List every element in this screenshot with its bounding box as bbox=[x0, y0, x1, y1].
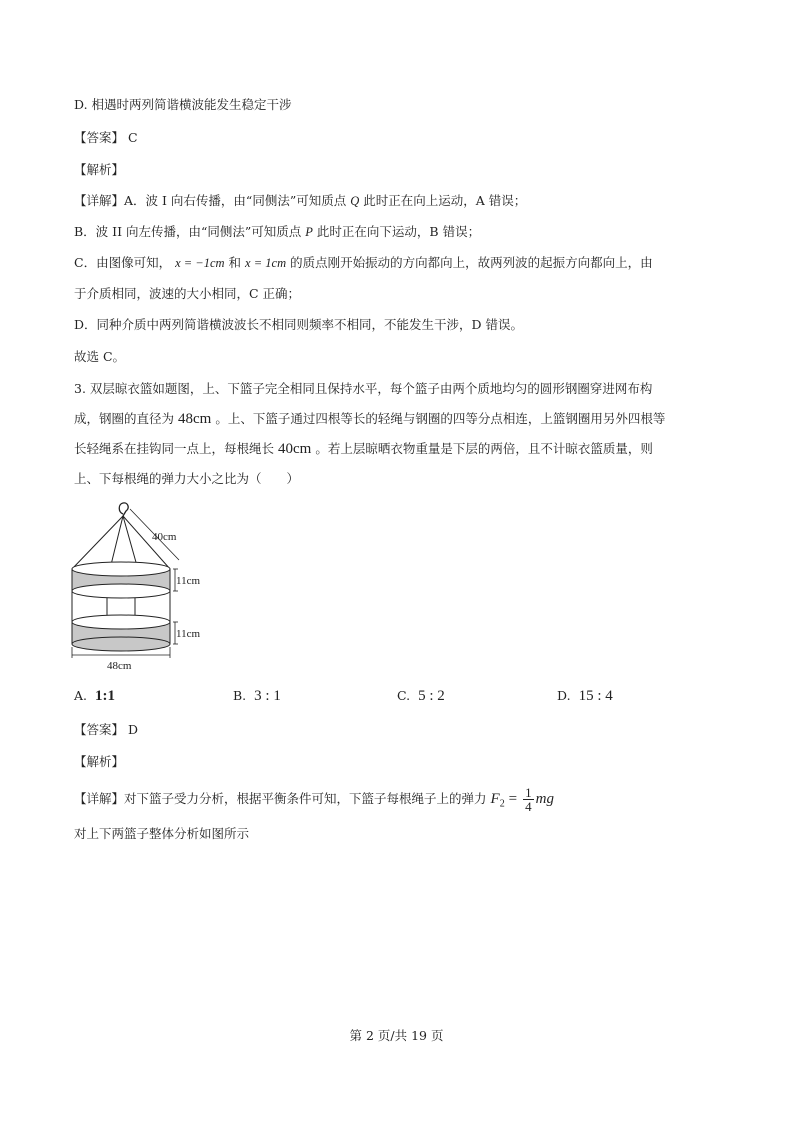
rope-length-label: 40cm bbox=[152, 531, 177, 543]
q3-line3-val: 40cm bbox=[278, 441, 312, 457]
basket-figure bbox=[62, 500, 212, 675]
option-b-letter: B. bbox=[233, 688, 247, 703]
q2-detail-b bbox=[74, 223, 480, 241]
q3-detail-label: 【详解】 bbox=[74, 791, 125, 806]
q3-line2-val: 48cm bbox=[178, 411, 212, 427]
diameter-label: 48cm bbox=[107, 660, 132, 672]
option-d-value: 15 : 4 bbox=[578, 688, 613, 704]
q3-answer-value: D bbox=[128, 722, 139, 737]
q2-detail-b-var: P bbox=[305, 225, 313, 239]
option-a[interactable] bbox=[74, 686, 115, 706]
q2-analysis-label: 【解析】 bbox=[74, 162, 125, 177]
q3-analysis-label: 【解析】 bbox=[74, 754, 125, 769]
q2-detail-c1-post: 的质点刚开始振动的方向都向上，故两列波的起振方向都向上，由 bbox=[290, 255, 653, 270]
q2-detail-c2: 于介质相同，波速的大小相同，C 正确； bbox=[74, 286, 301, 301]
q3-formula-fraction bbox=[523, 786, 534, 813]
option-b-value: 3 : 1 bbox=[254, 688, 281, 704]
q3-formula-rhs: mg bbox=[535, 791, 554, 807]
q2-detail-c1-eq1: x = −1cm bbox=[175, 256, 225, 270]
option-c-letter: C. bbox=[397, 688, 411, 703]
q2-answer bbox=[74, 129, 138, 147]
hook-icon bbox=[119, 503, 128, 516]
q2-conclusion: 故选 C。 bbox=[74, 349, 126, 364]
q3-line2-pre: 成，钢圈的直径为 bbox=[74, 411, 175, 426]
q3-line2 bbox=[74, 410, 665, 428]
q3-line3 bbox=[74, 440, 653, 458]
q2-detail-c1 bbox=[74, 254, 653, 272]
q2-detail-a bbox=[74, 192, 526, 210]
q3-line3-pre: 长轻绳系在挂钩同一点上，每根绳长 bbox=[74, 441, 275, 456]
lower-ring-bottom bbox=[72, 637, 170, 651]
q2-detail-a-var: Q bbox=[350, 194, 360, 208]
q2-detail-b-pre: B．波 II 向左传播，由“同侧法”可知质点 bbox=[74, 224, 302, 239]
q3-formula-sub: 2 bbox=[499, 798, 505, 810]
q2-detail-label: 【详解】 bbox=[74, 193, 125, 208]
q3-whole-analysis: 对上下两篮子整体分析如图所示 bbox=[74, 826, 250, 841]
option-d-letter: D. bbox=[557, 688, 571, 703]
lower-height-label: 11cm bbox=[176, 628, 201, 640]
option-a-value: 1:1 bbox=[95, 688, 116, 704]
option-a-letter: A. bbox=[74, 688, 88, 703]
page-footer: 第 2 页/共 19 页 bbox=[349, 1028, 444, 1043]
q3-formula-lhs: F bbox=[490, 791, 500, 807]
q2-detail-d: D．同种介质中两列简谐横波波长不相同则频率不相同，不能发生干涉，D 错误。 bbox=[74, 317, 524, 332]
option-b[interactable] bbox=[233, 686, 281, 706]
q2-option-d: D. 相遇时两列简谐横波能发生稳定干涉 bbox=[74, 97, 292, 112]
option-c-value: 5 : 2 bbox=[418, 688, 445, 704]
rope-left bbox=[72, 516, 123, 569]
q2-answer-label: 【答案】 bbox=[74, 130, 125, 145]
q3-line3-post: 。若上层晾晒衣物重量是下层的两倍，且不计晾衣篮质量，则 bbox=[315, 441, 653, 456]
q3-formula-num: 1 bbox=[525, 785, 532, 800]
q3-answer-label: 【答案】 bbox=[74, 722, 125, 737]
upper-ring-bottom bbox=[72, 584, 170, 598]
upper-height-label: 11cm bbox=[176, 575, 201, 587]
q2-detail-a-pre: A．波 I 向右传播，由“同侧法”可知质点 bbox=[124, 193, 347, 208]
q3-line4: 上、下每根绳的弹力大小之比为（ ） bbox=[74, 471, 300, 486]
lower-ring-top bbox=[72, 615, 170, 629]
q3-detail bbox=[74, 786, 554, 818]
upper-ring-top bbox=[72, 562, 170, 576]
q2-detail-a-post: 此时正在向上运动，A 错误； bbox=[363, 193, 527, 208]
q3-formula-eq: = bbox=[508, 791, 518, 807]
q2-detail-c1-and: 和 bbox=[228, 255, 242, 270]
q3-answer bbox=[74, 721, 138, 739]
q2-detail-c1-eq2: x = 1cm bbox=[245, 256, 287, 270]
q2-detail-c1-pre: C．由图像可知， bbox=[74, 255, 172, 270]
q2-answer-value: C bbox=[128, 130, 138, 145]
q3-detail-text: 对下篮子受力分析，根据平衡条件可知，下篮子每根绳子上的弹力 bbox=[124, 791, 487, 806]
q3-formula-den: 4 bbox=[525, 799, 532, 814]
option-d[interactable] bbox=[557, 686, 613, 706]
q2-detail-b-post: 此时正在向下运动，B 错误； bbox=[316, 224, 481, 239]
q3-line2-post: 。上、下篮子通过四根等长的轻绳与钢圈的四等分点相连，上篮钢圈用另外四根等 bbox=[215, 411, 666, 426]
q3-line1: 3. 双层晾衣篮如题图，上、下篮子完全相同且保持水平，每个篮子由两个质地均匀的圆形钢圈穿进网布构 bbox=[74, 381, 653, 396]
option-c[interactable] bbox=[397, 686, 445, 706]
